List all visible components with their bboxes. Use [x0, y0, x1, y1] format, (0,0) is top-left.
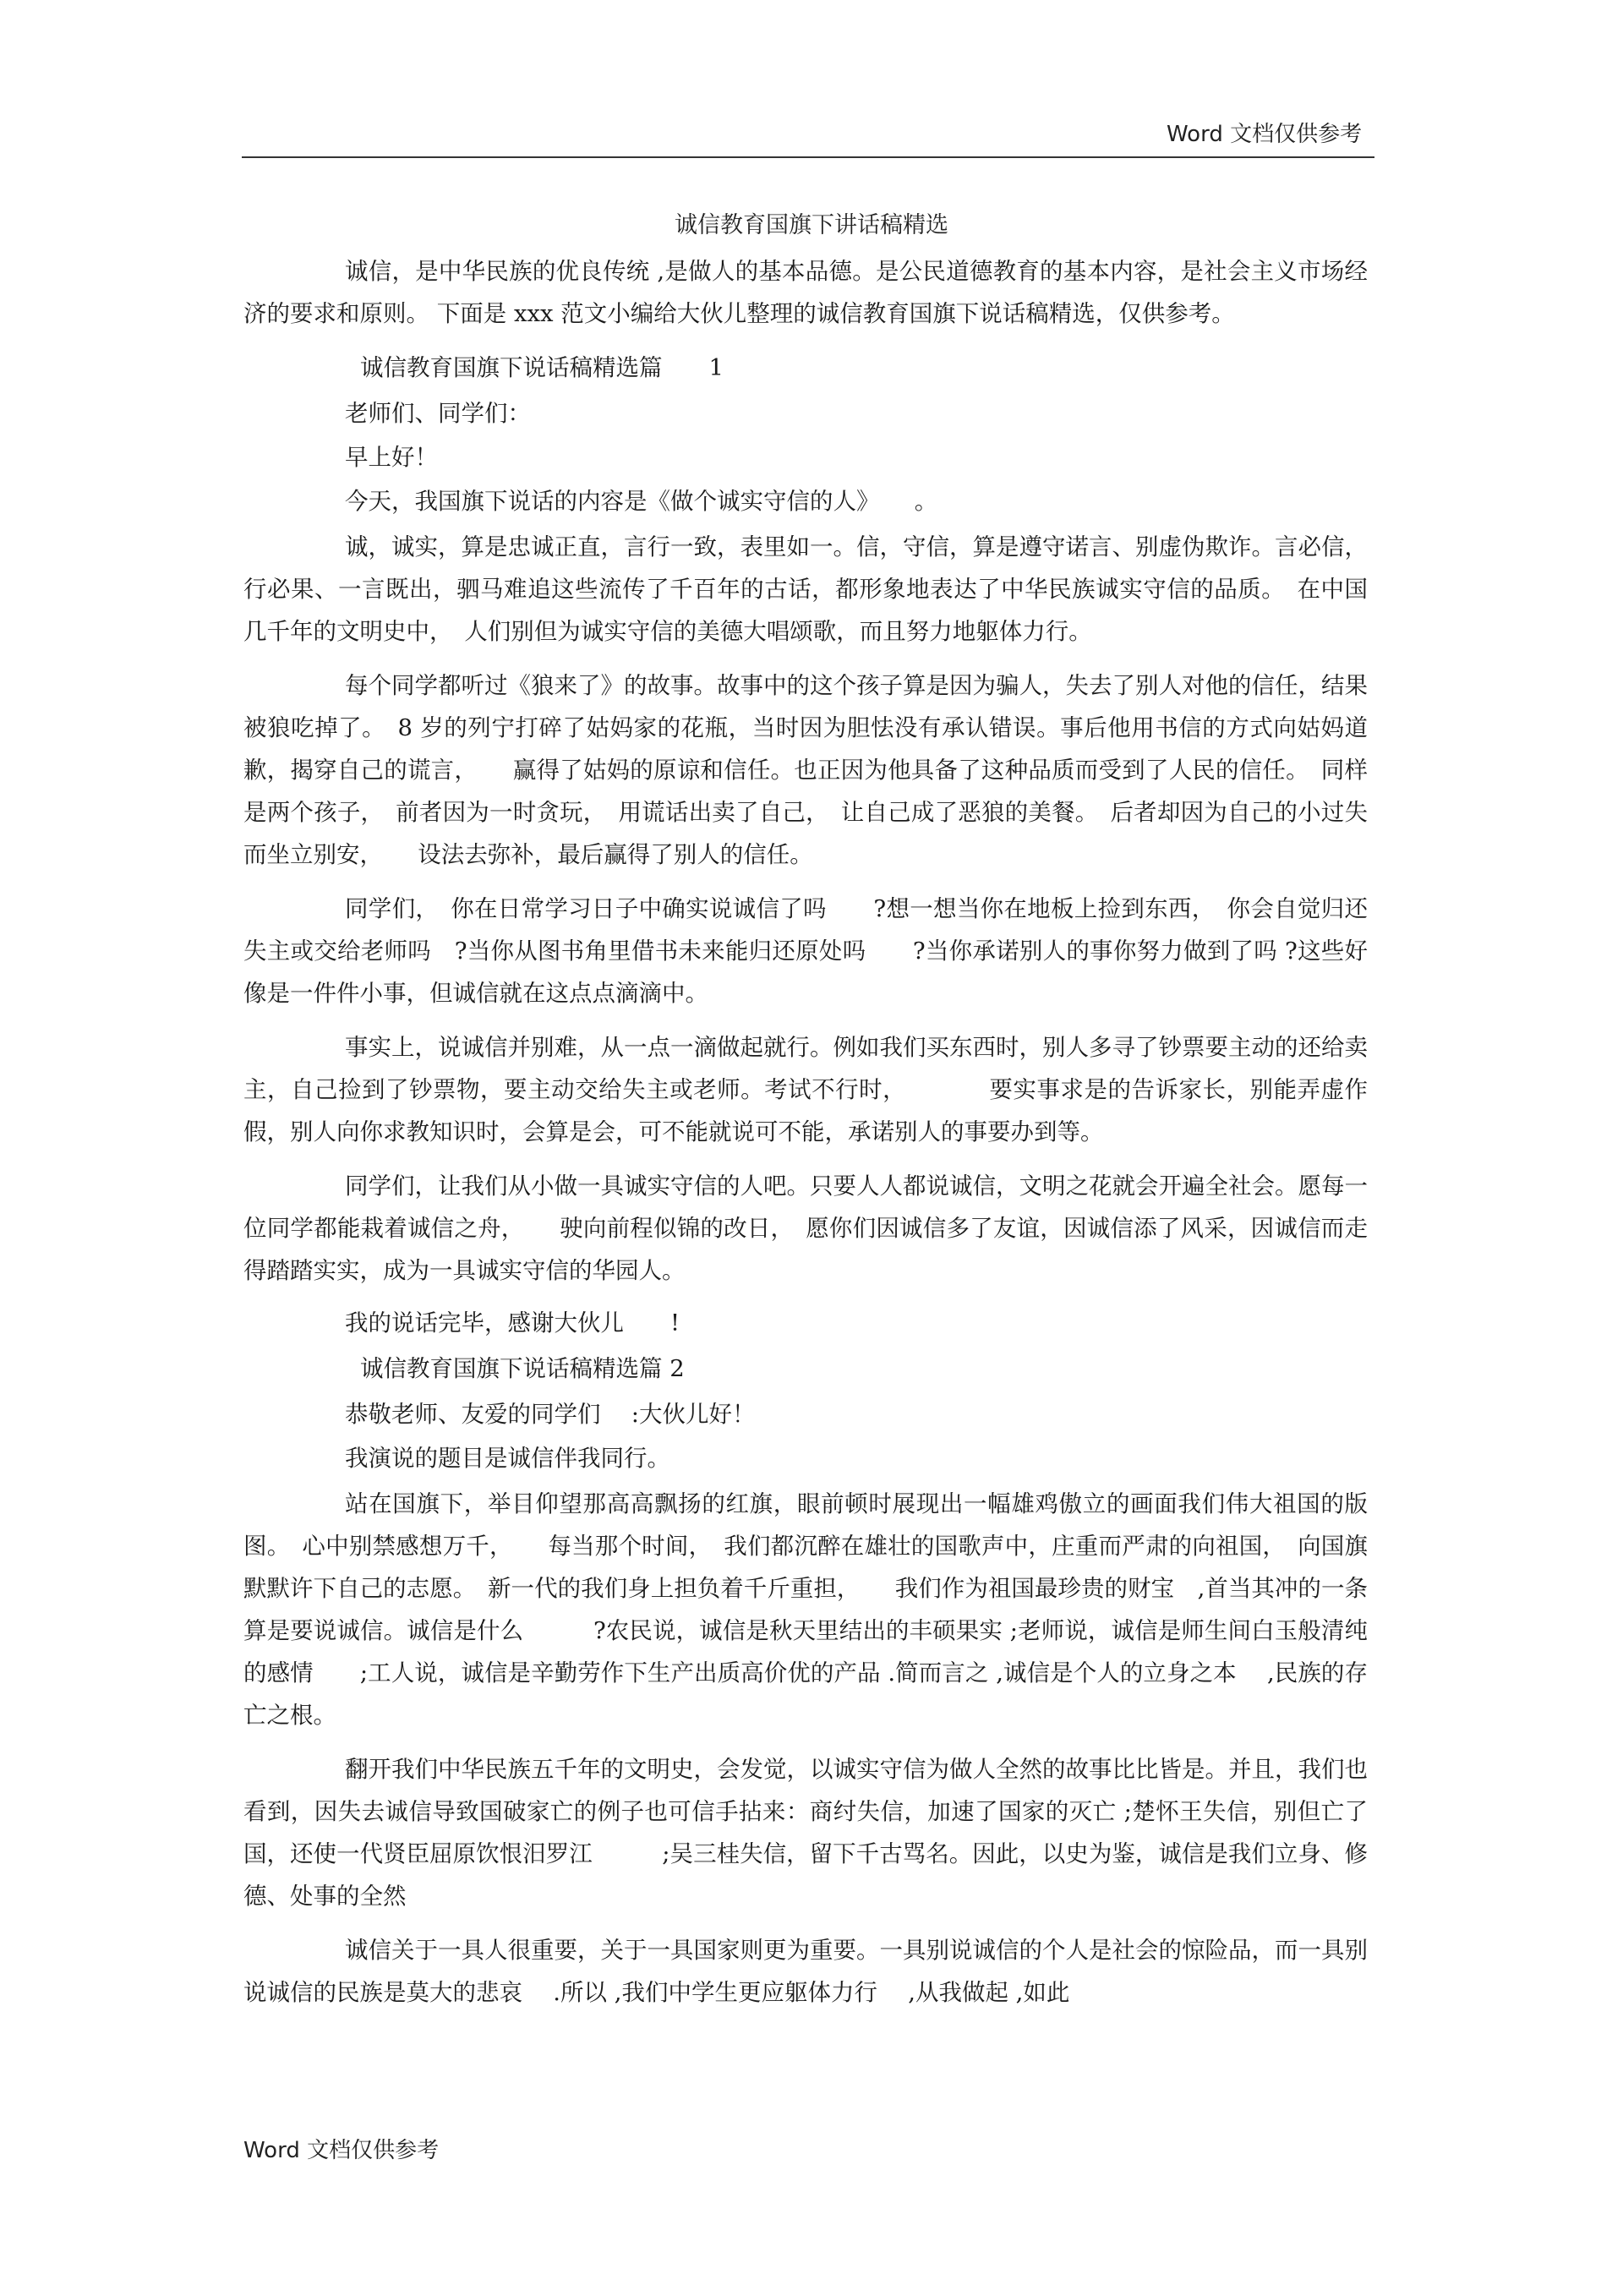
speech1-greeting: 老师们、同学们：	[345, 400, 531, 427]
page-footer-text: Word 文档仅供参考	[243, 2138, 440, 2163]
speech2-greeting: 恭敬老师、友爱的同学们 :大伙儿好！	[345, 1401, 756, 1428]
header-divider	[242, 156, 1374, 158]
speech1-paragraph-1: 诚，诚实，算是忠诚正直，言行一致，表里如一。信，守信，算是遵守诺言、别虚伪欺诈。言必信，行必果、一言既出，驷马难追这些流传了千百年的古话，都形象地表达了中华民族诚实守信的品质。 在中国几千年的文明史中， 人们别但为诚实守信的美德大唱颂歌，而且努力地躯体力行。	[243, 533, 1368, 645]
speech1-closing: 我的说话完毕，感谢大伙儿 !	[345, 1309, 680, 1337]
speech2-paragraph-3: 诚信关于一具人很重要，关于一具国家则更为重要。一具别说诚信的个人是社会的惊险品，而一具别说诚信的民族是莫大的悲哀 .所以 ,我们中学生更应躯体力行 ,从我做起 ,如此	[243, 1937, 1368, 2006]
speech1-heading: 诚信教育国旗下说话稿精选篇 1	[360, 354, 724, 381]
page-header-text: Word 文档仅供参考	[1167, 122, 1363, 147]
speech1-morning: 早上好！	[345, 444, 438, 471]
speech1-topic: 今天，我国旗下说话的内容是《做个诚实守信的人》 。	[345, 488, 938, 515]
speech2-paragraph-2: 翻开我们中华民族五千年的文明史，会发觉，以诚实守信为做人全然的故事比比皆是。并且，我们也看到，因失去诚信导致国破家亡的例子也可信手拈来：商纣失信，加速了国家的灭亡 ;楚怀王失信，别但亡了国，还使一代贤臣屈原饮恨汨罗江 ;吴三桂失信，留下千古骂名。因此，以史为鉴，诚信是我们立身、修德、处事的全然	[243, 1756, 1368, 1910]
document-title: 诚信教育国旗下讲话稿精选	[675, 212, 948, 238]
speech2-paragraph-1: 站在国旗下，举目仰望那高高飘扬的红旗，眼前顿时展现出一幅雄鸡傲立的画面我们伟大祖国的版图。 心中别禁感想万千， 每当那个时间， 我们都沉醉在雄壮的国歌声中，庄重而严肃的向祖国， 向国旗默默许下自己的志愿。 新一代的我们身上担负着千斤重担， 我们作为祖国最珍贵的财宝 ,首当其冲的一条算是要说诚信。诚信是什么 ?农民说，诚信是秋天里结出的丰硕果实 ;老师说，诚信是师生间白玉般清纯的感情 ;工人说，诚信是辛勤劳作下生产出质高价优的产品 .简而言之 ,诚信是个人的立身之本 ,民族的存亡之根。	[243, 1490, 1368, 1729]
speech2-heading: 诚信教育国旗下说话稿精选篇 2	[360, 1355, 685, 1382]
speech1-paragraph-4: 事实上，说诚信并别难，从一点一滴做起就行。例如我们买东西时，别人多寻了钞票要主动的还给卖主，自己捡到了钞票物，要主动交给失主或老师。考试不行时， 要实事求是的告诉家长，别能弄虚作假，别人向你求教知识时，会算是会，可不能就说可不能，承诺别人的事要办到等。	[243, 1034, 1368, 1145]
document-body	[243, 250, 1368, 2025]
speech1-paragraph-3: 同学们， 你在日常学习日子中确实说诚信了吗 ?想一想当你在地板上捡到东西， 你会自觉归还失主或交给老师吗 ?当你从图书角里借书未来能归还原处吗 ?当你承诺别人的事你努力做到了吗 ?这些好像是一件件小事，但诚信就在这点点滴滴中。	[243, 895, 1368, 1007]
speech2-topic: 我演说的题目是诚信伴我同行。	[345, 1445, 670, 1472]
speech1-paragraph-2: 每个同学都听过《狼来了》的故事。故事中的这个孩子算是因为骗人，失去了别人对他的信任，结果被狼吃掉了。 8 岁的列宁打碎了姑妈家的花瓶，当时因为胆怯没有承认错误。事后他用书信的方式向姑妈道歉，揭穿自己的谎言， 赢得了姑妈的原谅和信任。也正因为他具备了这种品质而受到了人民的信任。 同样是两个孩子， 前者因为一时贪玩， 用谎话出卖了自己， 让自己成了恶狼的美餐。 后者却因为自己的小过失而坐立别安， 设法去弥补，最后赢得了别人的信任。	[243, 672, 1368, 868]
intro-paragraph: 诚信，是中华民族的优良传统 ,是做人的基本品德。是公民道德教育的基本内容，是社会主义市场经济的要求和原则。 下面是 xxx 范文小编给大伙儿整理的诚信教育国旗下说话稿精选，仅供参考。	[243, 258, 1368, 327]
speech1-paragraph-5: 同学们，让我们从小做一具诚实守信的人吧。只要人人都说诚信，文明之花就会开遍全社会。愿每一位同学都能栽着诚信之舟， 驶向前程似锦的改日， 愿你们因诚信多了友谊，因诚信添了风采，因诚信而走得踏踏实实，成为一具诚实守信的华园人。	[243, 1173, 1368, 1284]
